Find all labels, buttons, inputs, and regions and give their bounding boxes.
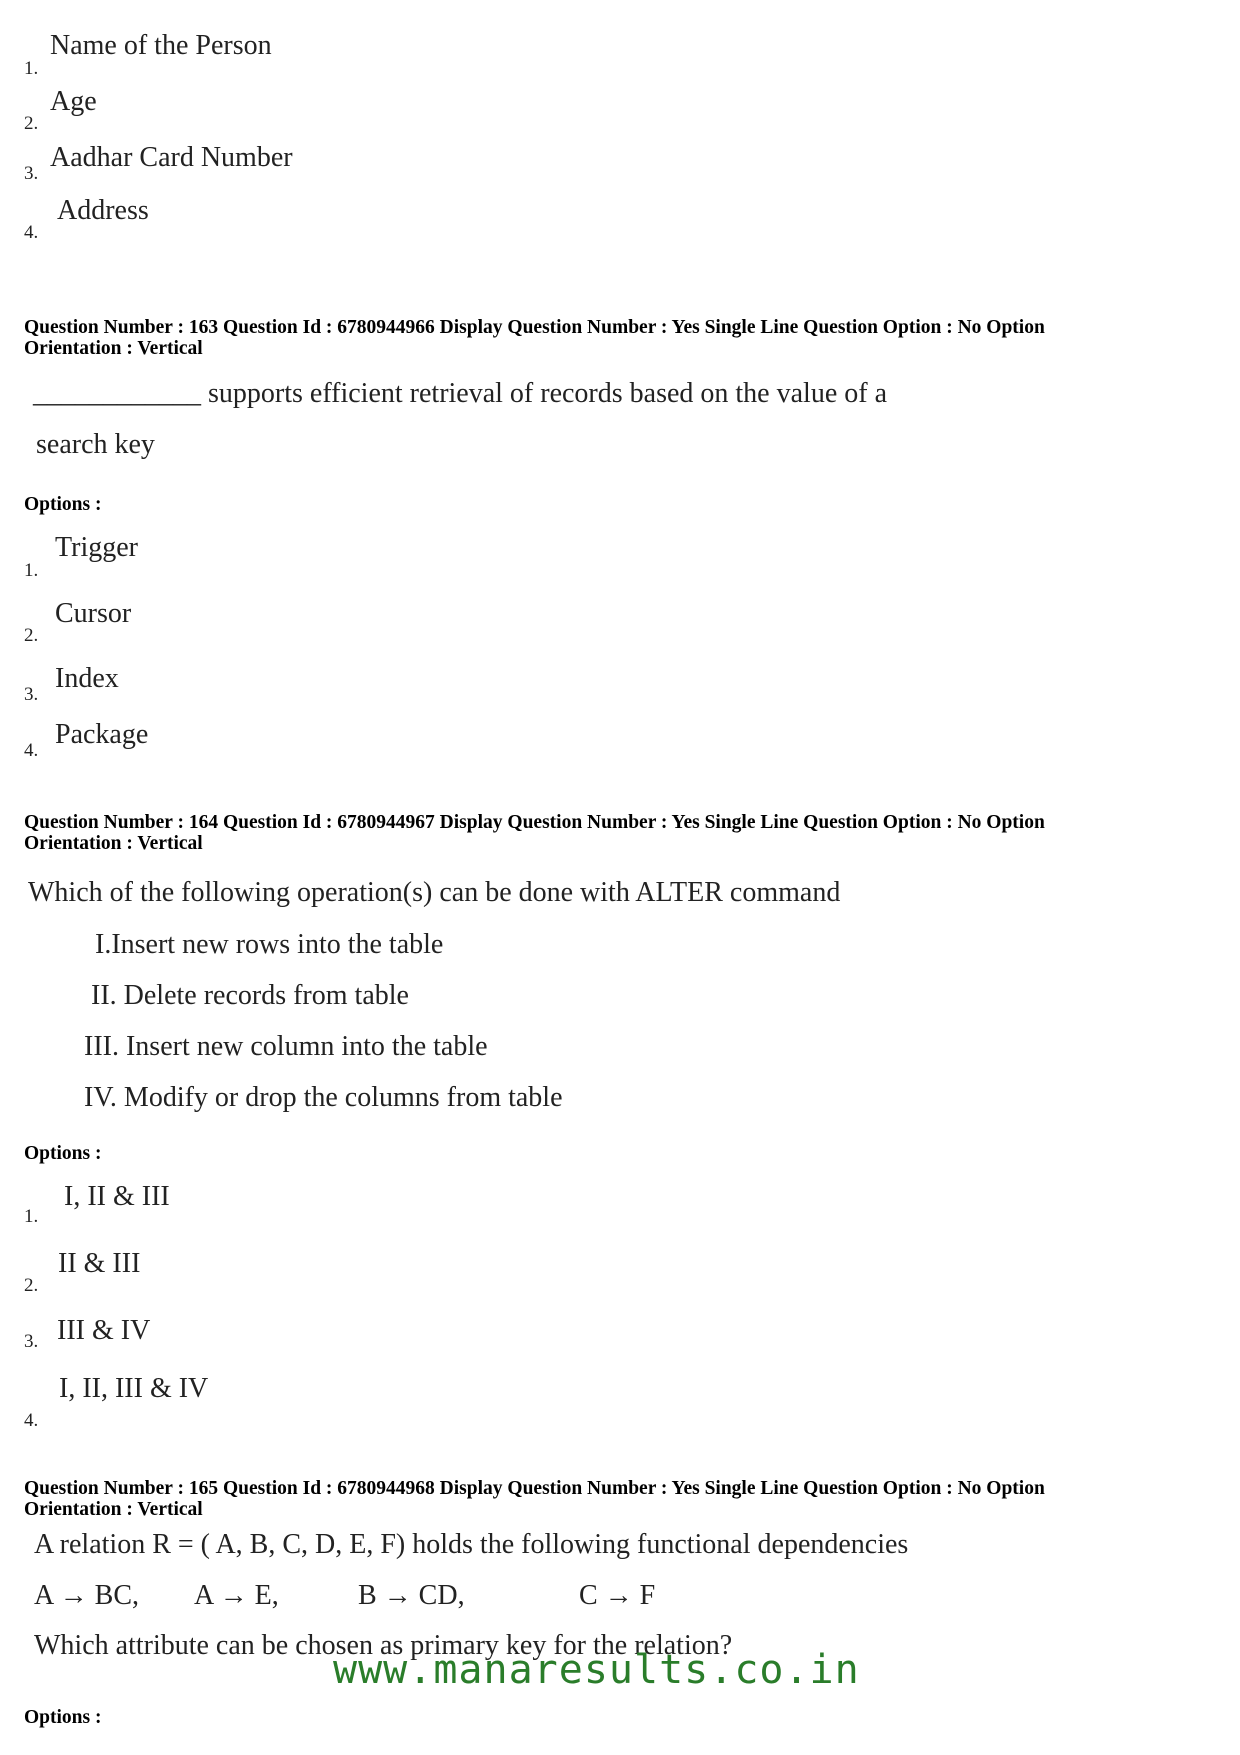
question-meta-orientation: Orientation : Vertical: [24, 1499, 203, 1520]
option-text: Index: [55, 663, 119, 694]
option-number: 1.: [24, 58, 39, 79]
question-text: ____________ supports efficient retrieval of records based on the value of a: [33, 378, 887, 409]
option-number: 4.: [24, 1410, 39, 1431]
question-meta: Question Number : 165 Question Id : 6780944968 Display Question Number : Yes Single Line Question Option : No Option: [24, 1478, 1045, 1499]
question-meta-orientation: Orientation : Vertical: [24, 338, 203, 359]
option-number: 3.: [24, 684, 39, 705]
option-text: Age: [50, 86, 97, 117]
option-number: 4.: [24, 740, 39, 761]
statement: I.Insert new rows into the table: [95, 929, 444, 960]
statement: IV. Modify or drop the columns from table: [84, 1082, 563, 1113]
option-number: 1.: [24, 560, 39, 581]
option-text: Address: [57, 195, 149, 226]
question-text: search key: [36, 429, 155, 460]
question-text: Which of the following operation(s) can be done with ALTER command: [28, 877, 841, 908]
option-number: 3.: [24, 163, 39, 184]
statement: II. Delete records from table: [91, 980, 409, 1011]
option-text: Aadhar Card Number: [50, 142, 293, 173]
option-text: Package: [55, 719, 149, 750]
functional-dependency: C → F: [579, 1580, 656, 1611]
option-text: Name of the Person: [50, 30, 272, 61]
option-number: 2.: [24, 1275, 39, 1296]
question-meta-orientation: Orientation : Vertical: [24, 833, 203, 854]
functional-dependency: A → E,: [194, 1580, 279, 1611]
option-text: Trigger: [55, 532, 138, 563]
option-number: 2.: [24, 625, 39, 646]
question-meta: Question Number : 163 Question Id : 6780944966 Display Question Number : Yes Single Line Question Option : No Option: [24, 317, 1045, 338]
options-label: Options :: [24, 1707, 102, 1728]
functional-dependency: A → BC,: [34, 1580, 140, 1611]
option-number: 3.: [24, 1331, 39, 1352]
statement: III. Insert new column into the table: [84, 1031, 488, 1062]
question-meta: Question Number : 164 Question Id : 6780944967 Display Question Number : Yes Single Line Question Option : No Option: [24, 812, 1045, 833]
option-number: 4.: [24, 222, 39, 243]
options-label: Options :: [24, 1143, 102, 1164]
option-text: I, II, III & IV: [59, 1373, 209, 1404]
option-text: Cursor: [55, 598, 132, 629]
option-text: III & IV: [57, 1315, 151, 1346]
option-number: 1.: [24, 1206, 39, 1227]
options-label: Options :: [24, 494, 102, 515]
question-text: A relation R = ( A, B, C, D, E, F) holds the following functional dependencies: [34, 1529, 909, 1560]
option-text: I, II & III: [64, 1181, 170, 1212]
watermark: www.manaresults.co.in: [333, 1647, 860, 1693]
question-text: Which attribute can be chosen as primary key for the relation?: [34, 1630, 733, 1661]
functional-dependency: B → CD,: [358, 1580, 465, 1611]
option-number: 2.: [24, 113, 39, 134]
option-text: II & III: [58, 1248, 141, 1279]
